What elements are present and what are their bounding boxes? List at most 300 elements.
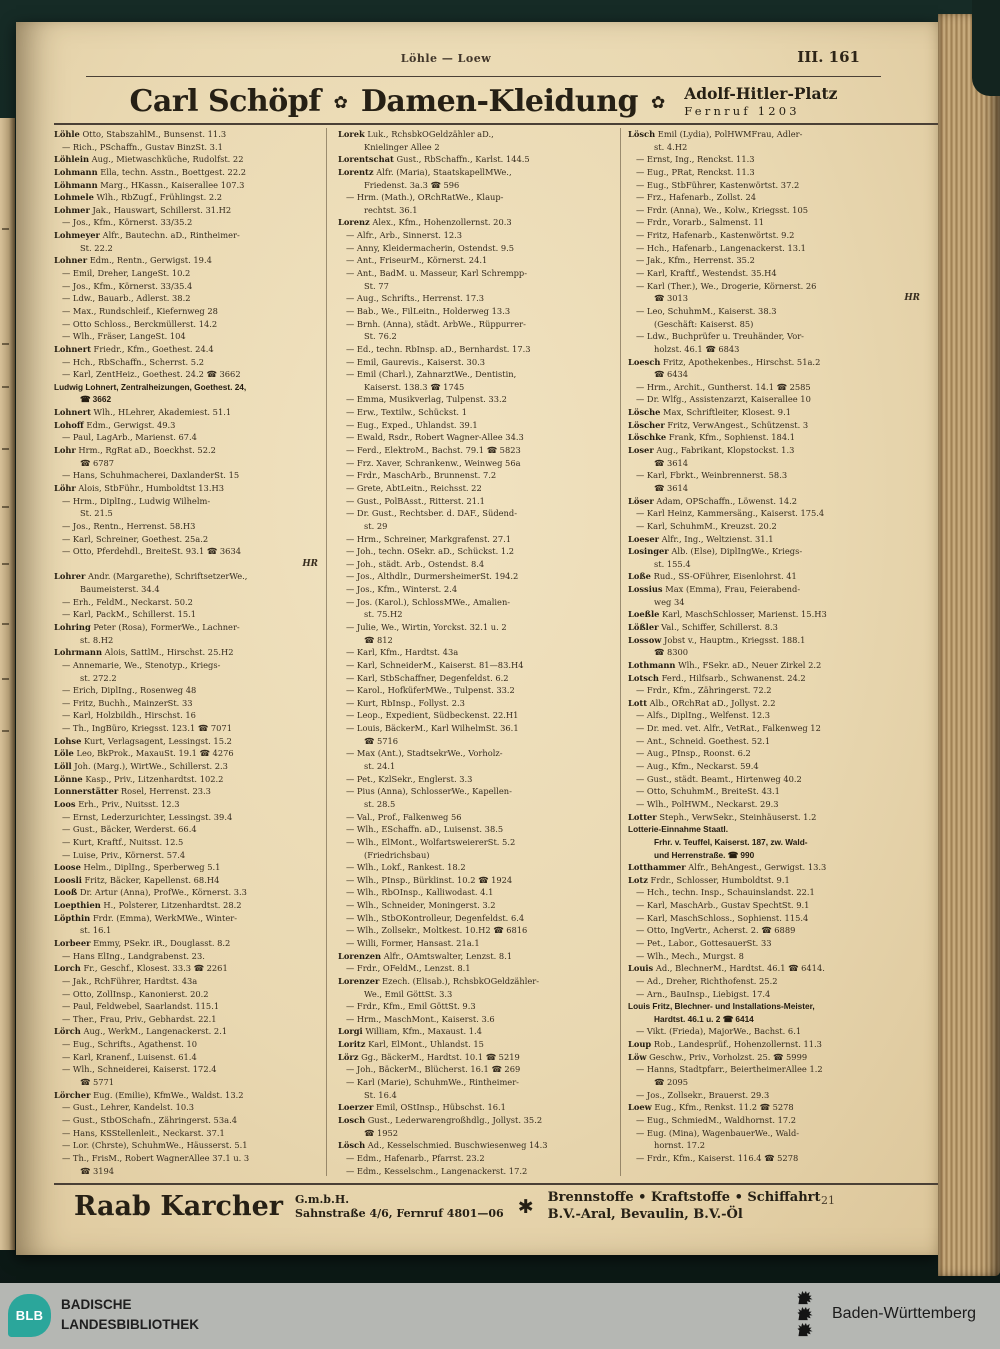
directory-line: Löpthin Frdr. (Emma), WerkMWe., Winter- <box>54 912 238 923</box>
directory-line: Lohmann Ella, techn. Asstn., Boettgest. 22.2 <box>54 166 247 177</box>
directory-column-1 <box>54 128 332 1180</box>
directory-line: Lossow Jobst v., Hauptm., Kriegsst. 188.1 <box>628 634 806 645</box>
directory-line: — Frdr., Kfm., Emil GöttSt. 9.3 <box>346 1001 476 1012</box>
directory-line: Lorgi William, Kfm., Maxaust. 1.4 <box>338 1026 482 1037</box>
directory-line: — Ant., FriseurM., Körnerst. 24.1 <box>346 255 488 266</box>
directory-line: — Gust., Lehrer, Kandelst. 10.3 <box>62 1102 195 1113</box>
directory-line: ☎ 8300 <box>654 647 689 658</box>
directory-line: — Eug., Schrifts., Agathenst. 10 <box>62 1039 198 1050</box>
directory-line: — Paul, LagArb., Marienst. 67.4 <box>62 432 197 443</box>
directory-column-3 <box>628 128 934 1180</box>
directory-line: — Hrm. (Math.), ORchRatWe., Klaup- <box>346 192 504 203</box>
directory-line: Loeßle Karl, MaschSchlosser, Marienst. 15.H3 <box>628 609 827 620</box>
ad-products-block <box>548 1190 821 1224</box>
directory-line: — Hch., RbSchaffn., Scherrst. 5.2 <box>62 356 204 367</box>
directory-line: ☎ 2095 <box>654 1077 689 1088</box>
directory-line: — Erich, DiplIng., Rosenweg 48 <box>62 685 197 696</box>
directory-line: — Luise, Priv., Körnerst. 57.4 <box>62 849 186 860</box>
directory-line: — Karl, Fbrkt., Weinbrennerst. 58.3 <box>636 470 788 481</box>
directory-line: HR <box>302 558 318 569</box>
directory-line: Lotterie-Einnahme Staatl. <box>628 824 729 835</box>
lion-icon <box>795 1322 815 1337</box>
stray-mark <box>2 343 9 345</box>
scanned-page <box>16 22 938 1255</box>
blb-logo <box>8 1294 51 1337</box>
directory-line: — Otto, Pferdehdl., BreiteSt. 93.1 ☎ 3634 <box>62 546 242 557</box>
divider-rule <box>54 1183 938 1185</box>
directory-line: Lorbeer Emmy, PSekr. iR., Douglasst. 8.2 <box>54 938 231 948</box>
directory-column-2 <box>338 128 626 1180</box>
directory-line: — Ferd., ElektroM., Bachst. 79.1 ☎ 5823 <box>346 445 521 456</box>
directory-line: — Karl, Schreiner, Goethest. 25a.2 <box>62 533 209 544</box>
directory-line: Lohnert Friedr., Kfm., Goethest. 24.4 <box>54 343 214 354</box>
stray-mark <box>2 386 9 388</box>
directory-line: — Frdr. (Anna), We., Kolw., Kriegsst. 105 <box>636 204 808 215</box>
directory-line: — Jak., Kfm., Herrenst. 35.2 <box>636 255 755 266</box>
directory-line: Lohmer Jak., Hauswart, Schillerst. 31.H2 <box>54 204 232 215</box>
directory-line: — Hrm., Schreiner, Markgrafenst. 27.1 <box>346 533 512 544</box>
directory-line: — Alfs., DiplIng., Welfenst. 12.3 <box>636 710 771 721</box>
directory-line: — Joh., städt. Arb., Ostendst. 8.4 <box>346 558 485 569</box>
directory-line: — Eug., StbFührer, Kastenwörtst. 37.2 <box>636 179 800 190</box>
directory-line: — Karl, Kranenf., Luisenst. 61.4 <box>62 1051 197 1062</box>
stray-mark <box>2 506 9 508</box>
directory-line: — Karl, Holzbildh., Hirschst. 16 <box>62 710 196 721</box>
directory-line: — Brnh. (Anna), städt. ArbWe., Rüppurrer- <box>346 318 526 329</box>
directory-line: Löhr Alois, StbFühr., Humboldtst 13.H3 <box>54 482 224 493</box>
directory-line: — Kurt, RbInsp., Follyst. 2.3 <box>346 697 465 708</box>
stray-mark <box>2 228 9 230</box>
directory-line: Loesch Fritz, Apothekenbes., Hirschst. 51a.2 <box>628 356 821 367</box>
directory-line: — Dr. med. vet. Alfr., VetRat., Falkenweg 12 <box>636 723 821 734</box>
blb-logo-text: BLB <box>15 1308 44 1323</box>
directory-line: — Frdr., Kfm., Kaiserst. 116.4 ☎ 5278 <box>636 1152 799 1163</box>
directory-line: — Joh., techn. OSekr. aD., Schückst. 1.2 <box>346 546 515 557</box>
directory-line: — Jos., Althdlr., DurmersheimerSt. 194.2 <box>346 571 519 582</box>
column-rule <box>620 128 621 1176</box>
directory-line: Lorenzen Alfr., OAmtswalter, Lenzst. 8.1 <box>338 950 513 961</box>
directory-line: (Friedrichsbau) <box>364 849 430 860</box>
directory-line: st. 4.H2 <box>654 141 688 152</box>
directory-line: st. 29 <box>364 520 388 531</box>
directory-line: Löschke Frank, Kfm., Sophienst. 184.1 <box>628 432 796 443</box>
directory-line: — Ldw., Buchprüfer u. Treuhänder, Vor- <box>636 331 804 342</box>
directory-line: Lorek Luk., RchsbkOGeldzähler aD., <box>338 129 494 139</box>
bottom-advertisement <box>74 1190 834 1224</box>
directory-line: Loew Eug., Kfm., Renkst. 11.2 ☎ 5278 <box>628 1102 794 1113</box>
directory-line: Lossius Max (Emma), Frau, Feierabend- <box>628 584 801 595</box>
directory-line: Löscher Fritz, VerwAngest., Schützenst. 3 <box>628 419 809 430</box>
directory-line: — Gust., PolBAsst., Ritterst. 21.1 <box>346 495 485 506</box>
directory-line: st. 8.H2 <box>80 634 114 645</box>
facing-page-edge <box>0 118 15 1250</box>
directory-line: Lösch Ad., Kesselschmied. Buschwiesenweg 14.3 <box>338 1140 548 1151</box>
directory-line: — Ldw., Bauarb., Adlerst. 38.2 <box>62 293 191 304</box>
ad-phone: Fernruf 1203 <box>684 104 800 118</box>
directory-line: — Edm., Hafenarb., Pfarrst. 23.2 <box>346 1152 485 1163</box>
directory-line: Löw Geschw., Priv., Vorholzst. 25. ☎ 5999 <box>628 1051 808 1062</box>
directory-line: Knielinger Allee 2 <box>364 141 440 152</box>
directory-line: — Jos., Rentn., Herrenst. 58.H3 <box>62 520 196 531</box>
directory-line: — Lor. (Chrste), SchuhmWe., Häusserst. 5.1 <box>62 1140 248 1151</box>
directory-line: — Hch., techn. Insp., Schauinslandst. 22.1 <box>636 887 815 898</box>
directory-line: We., Emil GöttSt. 3.3 <box>364 988 453 999</box>
sheet-signature: 21 <box>821 1194 835 1207</box>
directory-line: ☎ 6434 <box>654 369 689 380</box>
directory-line: — Vikt. (Frieda), MajorWe., Bachst. 6.1 <box>636 1026 802 1037</box>
directory-line: — Karl, Kraftf., Westendst. 35.H4 <box>636 268 777 279</box>
directory-line: Lohner Edm., Rentn., Gerwigst. 19.4 <box>54 255 212 266</box>
stray-mark <box>2 563 9 565</box>
directory-line: Loritz Karl, ElMont., Uhlandst. 15 <box>338 1039 484 1050</box>
directory-line: Louis Ad., BlechnerM., Hardtst. 46.1 ☎ 6414. <box>628 963 825 974</box>
region-name: Baden-Württemberg <box>832 1305 977 1322</box>
directory-line: — Gust., StbOSchafn., Zähringerst. 53a.4 <box>62 1114 237 1125</box>
directory-line: — Karl, PackM., Schillerst. 15.1 <box>62 609 197 620</box>
directory-line: — Fritz, Hafenarb., Kastenwörtst. 9.2 <box>636 230 795 241</box>
directory-line: Lohr Hrm., RgRat aD., Boeckhst. 52.2 <box>54 445 216 456</box>
directory-line: Löhmann Marg., HKassn., Kaiserallee 107.3 <box>54 179 245 190</box>
directory-line: — Joh., BäckerM., Blücherst. 16.1 ☎ 269 <box>346 1064 521 1075</box>
baden-wuerttemberg-lions <box>795 1290 815 1337</box>
directory-line: — Max., Rundschleif., Kiefernweg 28 <box>62 305 218 316</box>
directory-line: — Ant., Schneid. Goethest. 52.1 <box>636 735 771 746</box>
directory-line: st. 75.H2 <box>364 609 403 620</box>
directory-line: — Hrm., DiplIng., Ludwig Wilhelm- <box>62 495 211 506</box>
directory-line: — Erh., FeldM., Neckarst. 50.2 <box>62 596 193 607</box>
directory-line: Löll Joh. (Marg.), WirtWe., Schillerst. 2.3 <box>54 761 228 772</box>
directory-line: Loße Rud., SS-OFührer, Eisenlohrst. 41 <box>628 571 797 582</box>
directory-line: weg 34 <box>654 596 685 607</box>
directory-line: ☎ 3662 <box>80 394 112 405</box>
directory-line: st. 155.4 <box>654 558 691 569</box>
directory-line: Lörz Gg., BäckerM., Hardtst. 10.1 ☎ 5219 <box>338 1051 520 1062</box>
directory-line: — Hans ElIng., Landgrabenst. 23. <box>62 950 205 961</box>
directory-line: Lönne Kasp., Priv., Litzenhardtst. 102.2 <box>54 773 224 784</box>
stray-mark <box>2 678 9 680</box>
directory-line: Lohring Peter (Rosa), FormerWe., Lachner- <box>54 621 240 632</box>
directory-line: Kaiserst. 138.3 ☎ 1745 <box>364 381 465 392</box>
ad-address: Adolf-Hitler-Platz <box>684 84 838 103</box>
page-number: III. 161 <box>797 48 860 66</box>
directory-line: — Karl, Kfm., Hardtst. 43a <box>346 647 459 658</box>
directory-line: — Wlh., Schneiderei, Kaiserst. 172.4 <box>62 1064 217 1075</box>
directory-line: Lotthammer Alfr., BehAngest., Gerwigst. 13.3 <box>628 862 827 873</box>
directory-line: Losch Gust., Lederwarengroßhdlg., Jollyst. 35.2 <box>338 1114 543 1125</box>
directory-line: Lonnerstätter Rosel, Herrenst. 23.3 <box>54 786 211 797</box>
directory-line: — Wlh., PolHWM., Neckarst. 29.3 <box>636 798 779 809</box>
directory-line: Lorentschat Gust., RbSchaffn., Karlst. 144.5 <box>338 154 530 165</box>
directory-line: — Pet., Labor., GottesauerSt. 33 <box>636 938 772 948</box>
directory-line: — Karl Heinz, Kammersäng., Kaiserst. 175.4 <box>636 508 825 519</box>
directory-line: — Th., FrisM., Robert WagnerAllee 37.1 u. 3 <box>62 1152 250 1163</box>
directory-line: — Frz. Xaver, Schrankenw., Weinweg 56a <box>346 457 521 468</box>
directory-line: — Hanns, Stadtpfarr., BeiertheimerAllee 1.2 <box>636 1064 823 1075</box>
directory-line: — Karl, MaschArb., Gustav SpechtSt. 9.1 <box>636 900 810 911</box>
directory-line: — Rich., PSchaffn., Gustav BinzSt. 3.1 <box>62 141 223 152</box>
directory-line: Hardtst. 46.1 u. 2 ☎ 6414 <box>654 1013 754 1024</box>
directory-line: — Willi, Former, Hansast. 21a.1 <box>346 938 480 948</box>
directory-line: — Th., IngBüro, Kriegsst. 123.1 ☎ 7071 <box>62 723 232 734</box>
directory-line: Lorentz Alfr. (Maria), StaatskapellMWe., <box>338 166 512 177</box>
ad-product: Damen-Kleidung <box>360 83 638 119</box>
directory-line: — Otto Schloss., Berckmüllerst. 14.2 <box>62 318 218 329</box>
directory-line: St. 77 <box>364 280 389 291</box>
directory-line: — Frdr., MaschArb., Brunnenst. 7.2 <box>346 470 497 481</box>
star-icon: ✱ <box>517 1195 534 1218</box>
directory-line: Lößler Val., Schiffer, Schillerst. 8.3 <box>628 621 778 632</box>
directory-line: — Ad., Dreher, Richthofenst. 25.2 <box>636 975 778 986</box>
directory-line: — Hans, KSStellenleit., Neckarst. 37.1 <box>62 1127 225 1138</box>
directory-line: — Karl, SchneiderM., Kaiserst. 81—83.H4 <box>346 659 524 670</box>
directory-line: st. 28.5 <box>364 798 396 809</box>
directory-line: — Frdr., Kfm., Zähringerst. 72.2 <box>636 685 772 696</box>
stray-mark <box>2 448 9 450</box>
directory-line: — Karl, SchuhmM., Kreuzst. 20.2 <box>636 520 777 531</box>
directory-line: — Hch., Hafenarb., Langenackerst. 13.1 <box>636 242 806 253</box>
directory-line: ☎ 3614 <box>654 457 689 468</box>
directory-line: — Leop., Expedient, Südbeckenst. 22.H1 <box>346 710 519 721</box>
directory-line: — Eug. (Mina), WagenbauerWe., Wald- <box>636 1127 800 1138</box>
directory-line: — Jos., Kfm., Körnerst. 33/35.4 <box>62 280 193 291</box>
directory-line: — Annemarie, We., Stenotyp., Kriegs- <box>62 659 221 670</box>
directory-line: — Edm., Kesselschm., Langenackerst. 17.2 <box>346 1165 528 1176</box>
directory-line: — Ed., techn. RbInsp. aD., Bernhardst. 17.3 <box>346 343 531 354</box>
directory-line: — Wlh., ESchaffn. aD., Luisenst. 38.5 <box>346 824 504 835</box>
directory-line: — Grete, AbtLeitn., Reichsst. 22 <box>346 482 482 493</box>
directory-line: — Fritz, Buchh., MainzerSt. 33 <box>62 697 193 708</box>
directory-line: Frhr. v. Teuffel, Kaiserst. 187, zw. Wald- <box>654 836 808 847</box>
directory-line: — Emil (Charl.), ZahnarztWe., Dentistin, <box>346 369 517 380</box>
directory-line: — Ther., Frau, Priv., Gebhardst. 22.1 <box>62 1013 217 1024</box>
directory-line: Friedenst. 3a.3 ☎ 596 <box>364 179 460 190</box>
library-footer-bar <box>0 1283 1000 1349</box>
directory-line: hornst. 17.2 <box>654 1140 705 1151</box>
directory-line: Lohrmann Alois, SattlM., Hirschst. 25.H2 <box>54 647 234 658</box>
directory-line: — Karol., HofküferMWe., Tulpenst. 33.2 <box>346 685 515 696</box>
ornament-icon: ✿ <box>650 93 666 113</box>
directory-line: und Herrenstraße. ☎ 990 <box>654 849 755 860</box>
directory-line: — Aug., Kfm., Neckarst. 59.4 <box>636 761 759 772</box>
stray-mark <box>2 730 9 732</box>
directory-line: Lohmeyer Alfr., Bautechn. aD., Rintheimer- <box>54 230 240 241</box>
directory-line: — Wlh., Mech., Murgst. 8 <box>636 950 744 961</box>
directory-line: — Erw., Textilw., Schückst. 1 <box>346 407 467 418</box>
directory-line: — Wlh., Zollsekr., Moltkest. 10.H2 ☎ 6816 <box>346 925 528 936</box>
directory-line: Loser Aug., Fabrikant, Klopstockst. 1.3 <box>628 445 795 456</box>
stray-mark <box>2 623 9 625</box>
directory-line: rechtst. 36.1 <box>364 204 418 215</box>
directory-line: — Eug., Exped., Uhlandst. 39.1 <box>346 419 478 430</box>
ad-legal-form: G.m.b.H. <box>295 1193 350 1207</box>
directory-line: Looß Dr. Artur (Anna), ProfWe., Körnerst. 3.3 <box>54 887 247 898</box>
directory-line: holzst. 46.1 ☎ 6843 <box>654 343 740 354</box>
directory-line: St. 21.5 <box>80 508 113 519</box>
directory-line: — Jos., Zollsekr., Brauerst. 29.3 <box>636 1089 770 1100</box>
advertiser-name: Carl Schöpf <box>129 83 321 119</box>
book-fore-edge <box>938 14 1000 1276</box>
directory-line: ☎ 1952 <box>364 1127 399 1138</box>
directory-line: — Ernst, Ing., Renckst. 11.3 <box>636 154 755 165</box>
directory-line: — Otto, SchuhmM., BreiteSt. 43.1 <box>636 786 780 797</box>
directory-line: Loose Helm., DiplIng., Sperberweg 5.1 <box>54 862 221 873</box>
directory-line: — Dr. Wlfg., Assistenzarzt, Kaiserallee 10 <box>636 394 811 405</box>
divider-rule <box>86 76 881 77</box>
advertiser-name: Raab Karcher <box>74 1191 283 1223</box>
lion-icon <box>795 1306 815 1321</box>
directory-line: Lohnert Wlh., HLehrer, Akademiest. 51.1 <box>54 407 232 418</box>
directory-line: — Wlh., Lokf., Rankest. 18.2 <box>346 862 466 873</box>
directory-line: Lotz Frdr., Schlosser, Humboldtst. 9.1 <box>628 874 790 885</box>
directory-line: St. 16.4 <box>364 1089 397 1100</box>
directory-line: Loosli Fritz, Bäcker, Kapellenst. 68.H4 <box>54 874 220 885</box>
directory-line: Lotter Steph., VerwSekr., Steinhäuserst. 1.2 <box>628 811 817 822</box>
directory-line: — Wlh., Schneider, Moningerst. 3.2 <box>346 900 496 911</box>
directory-line: — Aug., PInsp., Roonst. 6.2 <box>636 748 751 759</box>
directory-line: Louis Fritz, Blechner- und Installations-Meister, <box>628 1001 815 1012</box>
lion-icon <box>795 1290 815 1305</box>
directory-line: Ludwig Lohnert, Zentralheizungen, Goethest. 24, <box>54 381 247 392</box>
directory-line: Loup Rob., Landesprüf., Hohenzollernst. 11.3 <box>628 1039 822 1050</box>
directory-line: Lohse Kurt, Verlagsagent, Lessingst. 15.2 <box>54 735 232 746</box>
directory-line: — Otto, ZollInsp., Kanonierst. 20.2 <box>62 988 209 999</box>
directory-line: Löser Adam, OPSchaffn., Löwenst. 14.2 <box>628 495 798 506</box>
directory-line: — Gust., Bäcker, Werderst. 66.4 <box>62 824 197 835</box>
directory-line: Lösch Emil (Lydia), PolHWMFrau, Adler- <box>628 129 803 139</box>
directory-line: — Ernst, Lederzurichter, Lessingst. 39.4 <box>62 811 233 822</box>
directory-line: Lohrer Andr. (Margarethe), SchriftsetzerWe., <box>54 571 248 582</box>
directory-line: Löhle Otto, StabszahlM., Bunsenst. 11.3 <box>54 129 227 139</box>
divider-rule <box>54 123 938 125</box>
directory-line: ☎ 6787 <box>80 457 115 468</box>
directory-line: — Emil, Dreher, LangeSt. 10.2 <box>62 268 191 279</box>
directory-line: Lohoff Edm., Gerwigst. 49.3 <box>54 419 176 430</box>
directory-line: Löle Leo, BkProk., MaxauSt. 19.1 ☎ 4276 <box>54 748 234 759</box>
directory-line: — Aug., Schrifts., Herrenst. 17.3 <box>346 293 485 304</box>
directory-line: — Gust., städt. Beamt., Hirtenweg 40.2 <box>636 773 802 784</box>
directory-line: Loepthien H., Polsterer, Litzenhardtst. 28.2 <box>54 900 242 911</box>
directory-line: — Karl (Marie), SchuhmWe., Rintheimer- <box>346 1077 519 1088</box>
directory-line: — Karl, StbSchaffner, Degenfeldst. 6.2 <box>346 672 509 683</box>
directory-line: Lothmann Wlh., FSekr. aD., Neuer Zirkel 2.2 <box>628 659 822 670</box>
ad-products-line2: B.V.-Aral, Bevaulin, B.V.-Öl <box>547 1206 743 1222</box>
directory-line: Löhlein Aug., Mietwaschküche, Rudolfst. 22 <box>54 154 244 165</box>
directory-line: — Frdr., OFeldM., Lenzst. 8.1 <box>346 963 471 974</box>
directory-line: Baumeisterst. 34.4 <box>80 584 160 595</box>
directory-line: — Kurt, Kraftf., Nuitsst. 12.5 <box>62 836 184 847</box>
directory-line: Lorenzer Ezech. (Elisab.), RchsbkOGeldzähler- <box>338 975 540 986</box>
running-head: Löhle — Loew <box>400 52 492 65</box>
ad-address-block <box>295 1193 504 1221</box>
directory-line: — Val., Prof., Falkenweg 56 <box>346 811 462 822</box>
directory-line: — Jak., RchFührer, Hardtst. 43a <box>62 975 198 986</box>
directory-line: — Anny, Kleidermacherin, Ostendst. 9.5 <box>346 242 515 253</box>
directory-line: ☎ 3013 HR <box>654 293 920 304</box>
directory-line: st. 16.1 <box>80 925 112 936</box>
directory-line: — Emil, Gaurevis., Kaiserst. 30.3 <box>346 356 486 367</box>
directory-line: Lörch Aug., WerkM., Langenackerst. 2.1 <box>54 1026 228 1037</box>
directory-line: Loos Erh., Priv., Nuitsst. 12.3 <box>54 798 180 809</box>
directory-line: — Otto, IngVertr., Acherst. 2. ☎ 6889 <box>636 925 796 936</box>
directory-line: — Frdr., Vorarb., Salmenst. 11 <box>636 217 765 228</box>
directory-line: St. 76.2 <box>364 331 397 342</box>
directory-line: Losinger Alb. (Else), DiplIngWe., Kriegs- <box>628 546 803 557</box>
directory-line: — Emma, Musikverlag, Tulpenst. 33.2 <box>346 394 507 405</box>
directory-line: — Hans, Schuhmacherei, DaxlanderSt. 15 <box>62 470 240 481</box>
directory-line: — Wlh., RbOInsp., Kalliwodast. 4.1 <box>346 887 494 898</box>
directory-line: (Geschäft: Kaiserst. 85) <box>654 318 754 329</box>
library-name-line1: BADISCHE <box>61 1297 132 1312</box>
directory-line: — Ant., BadM. u. Masseur, Karl Schrempp- <box>346 268 528 279</box>
column-rule <box>326 128 327 1176</box>
directory-line: Lörcher Eug. (Emilie), KfmWe., Waldst. 13.2 <box>54 1089 244 1100</box>
directory-line: — Wlh., Fräser, LangeSt. 104 <box>62 331 186 342</box>
cover-corner <box>972 0 1000 96</box>
directory-line: — Karl (Ther.), We., Drogerie, Körnerst. 26 <box>636 280 817 291</box>
directory-line: — Pet., KzlSekr., Englerst. 3.3 <box>346 773 473 784</box>
directory-line: — Louis, BäckerM., Karl WilhelmSt. 36.1 <box>346 723 519 734</box>
directory-line: ☎ 3614 <box>654 482 689 493</box>
directory-line: ☎ 812 <box>364 634 393 645</box>
directory-line: — Leo, SchuhmM., Kaiserst. 38.3 <box>636 305 777 316</box>
directory-line: — Bab., We., FilLeitn., Holderweg 13.3 <box>346 305 511 316</box>
directory-line: — Pius (Anna), SchlosserWe., Kapellen- <box>346 786 512 797</box>
directory-line: — Eug., SchmiedM., Waldhornst. 17.2 <box>636 1114 797 1125</box>
directory-line: Lorenz Alex., Kfm., Hohenzollernst. 20.3 <box>338 217 512 228</box>
library-name-line2: LANDESBIBLIOTHEK <box>61 1317 199 1333</box>
directory-line: — Alfr., Arb., Sinnerst. 12.3 <box>346 230 463 241</box>
directory-line: ☎ 3194 <box>80 1165 115 1176</box>
directory-line: — Paul, Feldwebel, Saarlandst. 115.1 <box>62 1001 220 1012</box>
directory-line: — Wlh., PInsp., Bürklinst. 10.2 ☎ 1924 <box>346 874 513 885</box>
directory-line: — Karl, ZentHeiz., Goethest. 24.2 ☎ 3662 <box>62 369 241 380</box>
directory-line: Loerzer Emil, OStInsp., Hübschst. 16.1 <box>338 1102 506 1113</box>
directory-line: ☎ 5771 <box>80 1077 115 1088</box>
directory-line: — Arn., BauInsp., Liebigst. 17.4 <box>636 988 771 999</box>
directory-line: ☎ 5716 <box>364 735 399 746</box>
directory-line: — Jos., Kfm., Winterst. 2.4 <box>346 584 458 595</box>
directory-line: — Eug., PRat, Renckst. 11.3 <box>636 166 755 177</box>
directory-line: — Karl, MaschSchloss., Sophienst. 115.4 <box>636 912 809 923</box>
directory-line: — Wlh., StbOKontrolleur, Degenfeldst. 6.4 <box>346 912 525 923</box>
directory-line: — Frz., Hafenarb., Zollst. 24 <box>636 192 757 203</box>
directory-line: — Jos. (Karol.), SchlossMWe., Amalien- <box>346 596 511 607</box>
ad-address: Sahnstraße 4/6, Fernruf 4801—06 <box>295 1206 504 1220</box>
ornament-icon: ✿ <box>333 93 348 113</box>
directory-line: Loeser Alfr., Ing., Weltzienst. 31.1 <box>628 533 774 544</box>
directory-line: — Julie, We., Wirtin, Yorckst. 32.1 u. 2 <box>346 621 507 632</box>
directory-line: — Hrm., MaschMont., Kaiserst. 3.6 <box>346 1013 495 1024</box>
directory-line: Lösche Max, Schriftleiter, Klosest. 9.1 <box>628 407 792 418</box>
directory-line: — Hrm., Archit., Guntherst. 14.1 ☎ 2585 <box>636 381 811 392</box>
top-advertisement <box>86 79 881 123</box>
directory-line: st. 24.1 <box>364 761 396 772</box>
ad-contact <box>684 84 837 118</box>
directory-line: St. 22.2 <box>80 242 113 253</box>
directory-line: — Max (Ant.), StadtsekrWe., Vorholz- <box>346 748 503 759</box>
directory-line: — Dr. Gust., Rechtsber. d. DAF., Südend- <box>346 508 517 519</box>
directory-line: Lohmele Wlh., RbZugf., Frühlingst. 2.2 <box>54 192 223 203</box>
library-name <box>61 1295 199 1336</box>
ad-products-line1: Brennstoffe • Kraftstoffe • Schiffahrt <box>547 1190 821 1205</box>
directory-line: Lotsch Ferd., Hilfsarb., Schwanenst. 24.2 <box>628 672 806 683</box>
directory-line: — Wlh., ElMont., WolfartsweiererSt. 5.2 <box>346 836 516 847</box>
directory-line: — Ewald, Rsdr., Robert Wagner-Allee 34.3 <box>346 432 524 443</box>
directory-line: Lorch Fr., Geschf., Klosest. 33.3 ☎ 2261 <box>54 963 228 974</box>
directory-line: Lott Alb., ORchRat aD., Jollyst. 2.2 <box>628 697 776 708</box>
directory-line: — Jos., Kfm., Körnerst. 33/35.2 <box>62 217 193 228</box>
directory-line: st. 272.2 <box>80 672 117 683</box>
